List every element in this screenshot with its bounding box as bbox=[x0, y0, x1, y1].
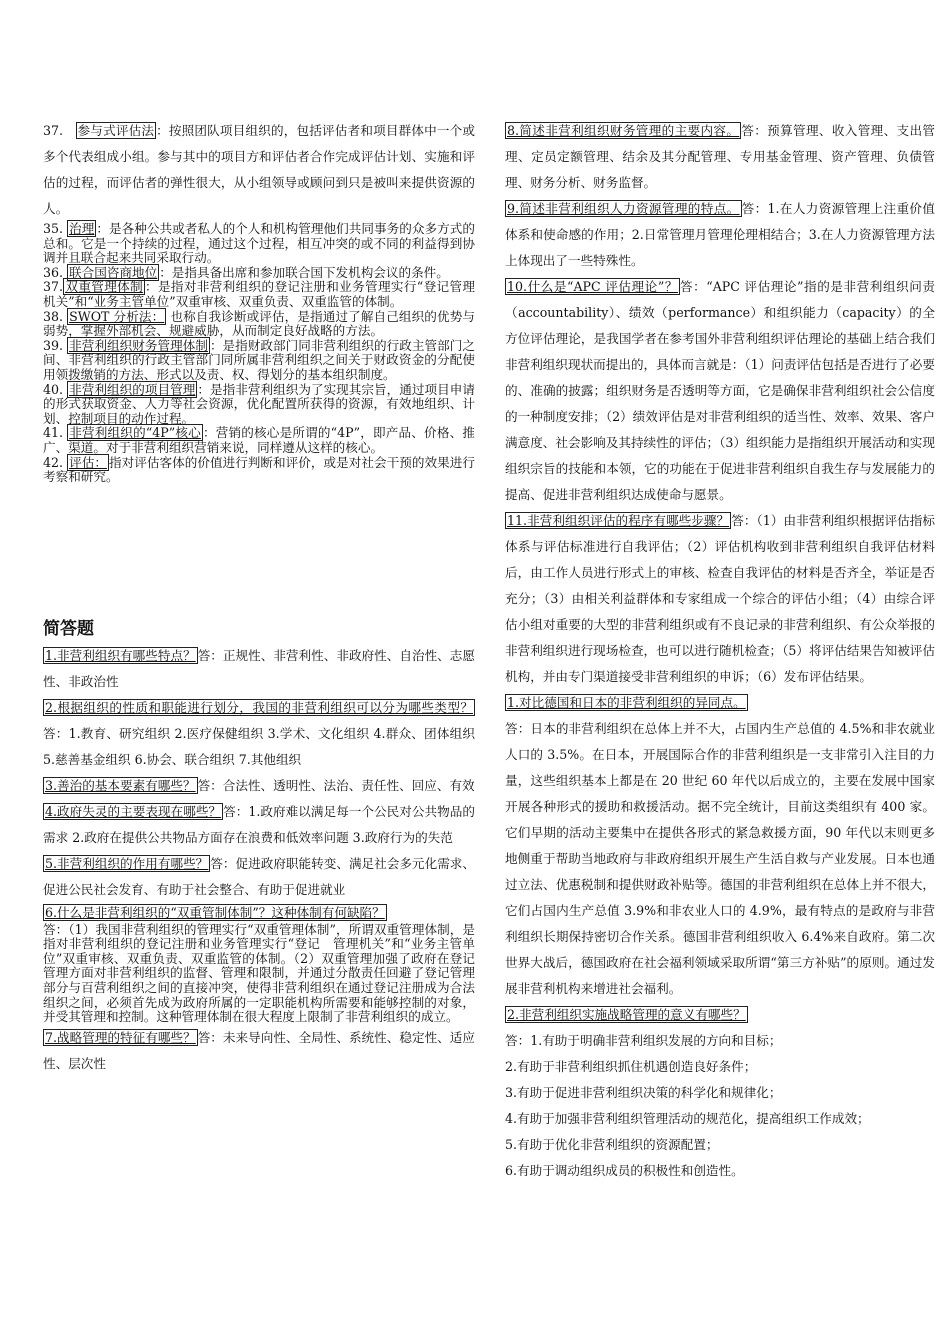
list-item: 2.有助于非营利组织抓住机遇创造良好条件； bbox=[505, 1059, 757, 1074]
question: 1.非营利组织有哪些特点？ bbox=[45, 647, 196, 663]
glossary-term: 非营利组织的项目管理 bbox=[69, 381, 196, 397]
glossary-definition: ：是指具备出席和参加联合国下发机构会议的条件。 bbox=[159, 264, 449, 280]
left-column bbox=[43, 118, 475, 1077]
glossary-term: SWOT 分析法： bbox=[69, 308, 165, 324]
question: 10.什么是“APC 评估理论”？ bbox=[507, 279, 678, 294]
question: 11.非营利组织评估的程序有哪些步骤？ bbox=[507, 513, 730, 528]
list-item: 5.有助于优化非营利组织的资源配置； bbox=[505, 1137, 719, 1152]
glossary-definition: ：是指财政部门同非营利组织的行政主管部门之间、非营利组织的行政主管部门同所属非营利组织之间关于财政资金的分配使用领拨缴销的方法、形式以及责、权、得划分的基本组织制度。 bbox=[43, 337, 476, 382]
question: 2.非营利组织实施战略管理的意义有哪些？ bbox=[507, 1007, 746, 1022]
glossary-entry bbox=[43, 118, 475, 222]
blank-space bbox=[43, 485, 475, 617]
entry-number: 35. bbox=[43, 221, 64, 236]
list-item: 4.有助于加强非营利组织管理活动的规范化，提高组织工作成效； bbox=[505, 1111, 870, 1126]
qa-item bbox=[505, 196, 935, 274]
glossary-entry bbox=[43, 310, 475, 339]
glossary-term: 双重管理体制 bbox=[65, 279, 144, 295]
qa-answer-list bbox=[505, 1028, 935, 1184]
qa-item bbox=[505, 690, 935, 1002]
glossary-entry bbox=[43, 426, 475, 455]
glossary-entry bbox=[43, 280, 475, 309]
entry-number: 41. bbox=[43, 425, 64, 441]
qa-item bbox=[43, 799, 475, 851]
answer: 答：合法性、透明性、法治、责任性、回应、有效 bbox=[197, 777, 475, 793]
entry-number: 37. bbox=[43, 123, 64, 138]
answer: 答：1.政府难以满足每一个公民对公共物品的需求 2.政府在提供公共物品方面存在浪费和低效率问题 3.政府行为的失范 bbox=[43, 803, 475, 845]
answer: 答：1.教育、研究组织 2.医疗保健组织 3.学术、文化组织 4.群众、团体组织 5.慈善基金组织 6.协会、联合组织 7.其他组织 bbox=[43, 725, 475, 767]
entry-number: 42. bbox=[43, 454, 64, 470]
question: 7.战略管理的特征有哪些？ bbox=[45, 1029, 196, 1045]
glossary-entry bbox=[43, 222, 475, 266]
glossary-term: 治理 bbox=[69, 221, 95, 236]
qa-item bbox=[505, 274, 935, 508]
question: 1.对比德国和日本的非营利组织的异同点。 bbox=[507, 695, 746, 710]
glossary-definition: 指对评估客体的价值进行判断和评价，或是对社会干预的效果进行考察和研究。 bbox=[43, 454, 476, 485]
entry-number: 38. bbox=[43, 308, 64, 324]
glossary-term: 评估： bbox=[69, 454, 107, 470]
answer: 答：（1）由非营利组织根据评估指标体系与评估标准进行自我评估；（2）评估机构收到非营利组织自我评估材料后，由工作人员进行形式上的审核、检查自我评估的材料是否齐全，举证是否充分；（3）由相关利益群体和专家组成一个综合的评估小组；（4）由综合评估小组对重要的大型的非营利组织或有不良记录的非营利组织、有公众举报的非营利组织进行现场检查，也可以进行随机检查；（5）将评估结果告知被评估机构，并由专门渠道接受非营利组织的申诉；（6）发布评估结果。 bbox=[505, 513, 936, 684]
glossary-definition: ：是各种公共或者私人的个人和机构管理他们共同事务的众多方式的总和。它是一个持续的过程，通过这个过程，相互冲突的或不同的利益得到协调并且联合起来共同采取行动。 bbox=[43, 221, 476, 266]
entry-number: 36. bbox=[43, 264, 64, 280]
glossary-definition: 也称自我诊断或评估，是指通过了解自己组织的优势与弱势，掌握外部机会、规避威胁，从而制定良好战略的方法。 bbox=[43, 308, 475, 339]
answer: 答：正规性、非营利性、非政府性、自治性、志愿性、非政治性 bbox=[43, 647, 475, 689]
glossary-entry bbox=[43, 383, 475, 427]
question: 3.善治的基本要素有哪些？ bbox=[45, 777, 196, 793]
qa-item bbox=[43, 643, 475, 695]
qa-item bbox=[43, 851, 475, 903]
answer: 答：预算管理、收入管理、支出管理、定员定额管理、结余及其分配管理、专用基金管理、资产管理、负债管理、财务分析、财务监督。 bbox=[505, 123, 935, 190]
answer: 答：未来导向性、全局性、系统性、稳定性、适应性、层次性 bbox=[43, 1029, 475, 1071]
qa-item bbox=[43, 695, 475, 773]
list-item: 答：1.有助于明确非营利组织发展的方向和目标； bbox=[505, 1033, 782, 1048]
qa-question bbox=[505, 1002, 935, 1028]
qa-item bbox=[505, 508, 935, 690]
question: 8.简述非营利组织财务管理的主要内容。 bbox=[507, 123, 740, 138]
glossary-definition: ：是指非营利组织为了实现其宗旨，通过项目申请的形式获取资金、人力等社会资源，优化配置所获得的资源，有效地组织、计划、控制项目的动作过程。 bbox=[43, 381, 476, 426]
list-item: 3.有助于促进非营利组织决策的科学化和规律化； bbox=[505, 1085, 782, 1100]
answer: 答：促进政府职能转变、满足社会多元化需求、促进公民社会发育、有助于社会整合、有助于促进就业 bbox=[43, 855, 475, 897]
right-column bbox=[505, 118, 935, 1184]
question: 6.什么是非营利组织的“双重管制体制”？这种体制有何缺陷？ bbox=[45, 904, 385, 920]
answer: 答：“APC 评估理论”指的是非营利组织问责（accountability）、绩效（performance）和组织能力（capacity）的全方位评估理论，是我国学者在参考国外非营利组织评估理论的基础上结合我们非营利组织现状而提出的，具体而言就是：（1）问责评估包括是否进行了必要的、准确的披露；组织财务是否透明等方面，它是确保非营利组织社会公信度的一种制度安排；（2）绩效评估是对非营利组织的适当性、效率、效果、客户满意度、社会影响及其持续性的评估；（3）组织能力是指组织开展活动和实现组织宗旨的技能和本领，它的功能在于促进非营利组织自我生存与发展能力的提高、促进非营利组织达成使命与愿景。 bbox=[505, 279, 935, 502]
glossary-entry bbox=[43, 456, 475, 485]
question: 2.根据组织的性质和职能进行划分，我国的非营利组织可以分为哪些类型？ bbox=[45, 699, 473, 715]
glossary-definition: ：是指对非营利组织的登记注册和业务管理实行“登记管理机关”和“业务主管单位”双重审核、双重负责、双重监管的体制。 bbox=[43, 279, 475, 309]
list-item: 6.有助于调动组织成员的积极性和创造性。 bbox=[505, 1163, 744, 1178]
entry-number: 37. bbox=[43, 279, 64, 295]
glossary-definition: ：按照团队项目组织的，包括评估者和项目群体中一个或多个代表组成小组。参与其中的项目方和评估者合作完成评估计划、实施和评估的过程，而评估者的弹性很大，从小组领导或顾问到只是被叫来提供资源的人。 bbox=[43, 123, 476, 216]
entry-number: 39. bbox=[43, 337, 64, 353]
answer: 答：1.在人力资源管理上注重价值体系和使命感的作用；2.日常管理月管理伦理相结合；3.在人力资源管理方法上体现出了一些特殊性。 bbox=[505, 201, 935, 268]
question: 5.非营利组织的作用有哪些？ bbox=[45, 855, 209, 871]
qa-item bbox=[43, 773, 475, 799]
glossary-entry bbox=[43, 339, 475, 383]
answer: 答：日本的非营利组织在总体上并不大，占国内生产总值的 4.5%和非农就业人口的 3.5%。在日本，开展国际合作的非营利组织是一支非常引入注目的力量，这些组织基本上都是在 20 世纪 60 年代以后成立的，主要在发展中国家开展各种形式的援助和救援活动。据不完全统计，目前这类组织有 400 家。它们早期的活动主要集中在提供各形式的紧急救援方面，90 年代以末则更多地侧重于帮助当地政府与非政府组织开展生产生活自救与产业发展。日本也通过立法、优惠税制和提供财政补贴等。德国的非营利组织在总体上并不很大，它们占国内生产总值 3.9%和非农业人口的 4.9%，最有特点的是政府与非营利组织长期保持密切合作关系。德国非营利组织收入 6.4%来自政府。第二次世界大战后，德国政府在社会福利领域采取所谓“第三方补贴”的原则。通过发展非营利机构来增进社会福利。 bbox=[505, 721, 935, 996]
entry-number: 40. bbox=[43, 381, 64, 397]
glossary-term: 联合国咨商地位 bbox=[69, 264, 158, 280]
section-title: 简答题 bbox=[43, 618, 94, 639]
glossary-term: 非营利组织的“4P”核心 bbox=[69, 425, 201, 441]
qa-answer: 答：（1）我国非营利组织的管理实行“双重管理体制”，所谓双重管理体制，是指对非营利组织的登记注册和业务管理实行“登记 管理机关”和“业务主管单位”双重审核、双重负责、双重监管的体制。（2）双重管理加强了政府在登记管理方面对非营利组织的监督、管理和限制，并通过分散责任回避了登记管理部分与百营利组织之间的直接冲突，使得非营利组织在通过登记注册成为合法组织之间，必须首先成为政府所属的一定职能机构所需要和能够控制的对象，并受其管理和控制。这种管理体制在很大程度上限制了非营利组织的成立。 bbox=[43, 921, 475, 1025]
qa-item bbox=[43, 1025, 475, 1077]
question: 9.简述非营利组织人力资源管理的特点。 bbox=[507, 201, 740, 216]
qa-item bbox=[505, 118, 935, 196]
glossary-term: 非营利组织财务管理体制 bbox=[69, 337, 208, 353]
glossary-definition: ：营销的核心是所谓的“4P”，即产品、价格、推广、渠道。对于非营利组织营销来说，同样遵从这样的核心。 bbox=[43, 425, 475, 455]
glossary-term: 参与式评估法 bbox=[77, 123, 155, 138]
qa-question bbox=[43, 903, 475, 923]
question: 4.政府失灵的主要表现在哪些？ bbox=[45, 803, 222, 819]
